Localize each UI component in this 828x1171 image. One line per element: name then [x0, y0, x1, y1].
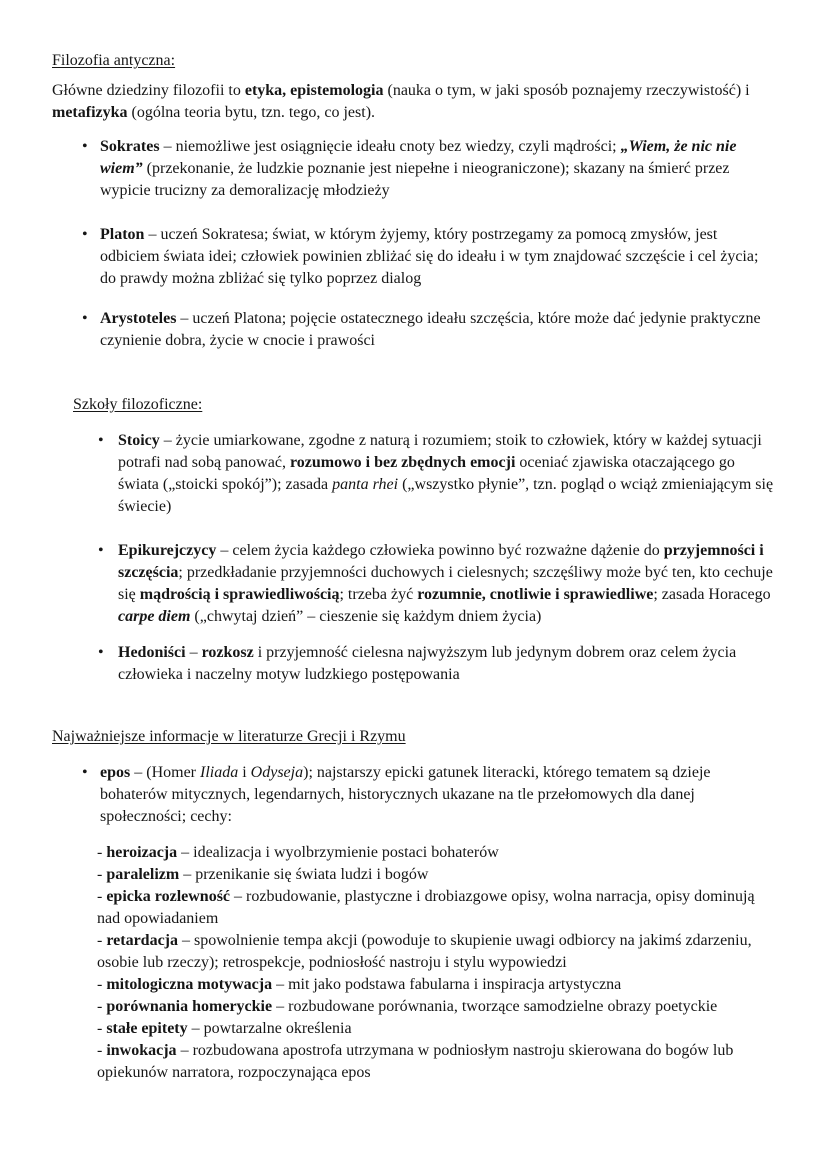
- text-run: epos: [100, 764, 131, 781]
- text-run: – niemożliwe jest osiągnięcie ideału cnoty bez wiedzy, czyli mądrości;: [159, 138, 621, 155]
- definition-line: [97, 930, 776, 974]
- text-run: Szkoły filozoficzne:: [73, 396, 203, 413]
- text-run: Hedoniści: [118, 644, 186, 661]
- section-heading: [73, 394, 776, 416]
- document-body: [52, 50, 776, 1084]
- bullet-marker: •: [98, 644, 104, 661]
- text-run: „Wiem, że nic nie wiem”: [100, 138, 737, 177]
- paragraph: [52, 80, 776, 124]
- text-run: stałe epitety: [106, 1020, 188, 1037]
- text-run: retardacja: [106, 932, 178, 949]
- bullet-marker: •: [98, 432, 104, 449]
- text-run: -: [97, 976, 107, 993]
- text-run: porównania homeryckie: [106, 998, 273, 1015]
- text-run: Iliada: [200, 764, 239, 781]
- definition-line: [97, 842, 776, 864]
- text-run: Epikurejczycy: [118, 542, 217, 559]
- text-run: – idealizacja i wyolbrzymienie postaci bohaterów: [177, 844, 499, 861]
- bullet-item: [82, 308, 776, 352]
- text-run: – rozbudowane porównania, tworzące samodzielne obrazy poetyckie: [272, 998, 718, 1015]
- text-run: -: [97, 844, 107, 861]
- text-run: (nauka o tym, w jaki sposób poznajemy rzeczywistość) i: [383, 82, 750, 99]
- bullet-item: [82, 762, 776, 828]
- definition-line: [97, 996, 776, 1018]
- definition-line: [97, 974, 776, 996]
- text-run: inwokacja: [106, 1042, 177, 1059]
- text-run: etyka, epistemologia: [244, 82, 384, 99]
- text-run: Platon: [100, 226, 145, 243]
- text-run: – rozbudowana apostrofa utrzymana w podniosłym nastroju skierowana do bogów lub opiekunów narratora, rozpoczynająca epos: [97, 1042, 734, 1081]
- text-run: ; przedkładanie przyjemności duchowych i cielesnych; szczęśliwy może być ten, kto cechuje się: [118, 564, 773, 603]
- text-run: rozumowo i bez zbędnych emocji: [289, 454, 516, 471]
- text-run: -: [97, 998, 107, 1015]
- text-run: – spowolnienie tempa akcji (powoduje to skupienie uwagi odbiorcy na jakimś zdarzeniu, osobie lub rzeczy); retrospekcje, podniosłość nastroju i stylu wypowiedzi: [97, 932, 752, 971]
- bullet-item: [98, 430, 776, 518]
- section-heading: [52, 50, 776, 72]
- text-run: i: [238, 764, 251, 781]
- bullet-marker: •: [82, 764, 88, 781]
- text-run: mitologiczna motywacja: [106, 976, 273, 993]
- definition-line: [97, 864, 776, 886]
- text-run: Stoicy: [118, 432, 160, 449]
- text-run: – celem życia każdego człowieka powinno być rozważne dążenie do: [216, 542, 664, 559]
- text-run: – (Homer: [130, 764, 200, 781]
- definition-line: [97, 1040, 776, 1084]
- text-run: paralelizm: [106, 866, 180, 883]
- text-run: – powtarzalne określenia: [187, 1020, 352, 1037]
- text-run: carpe diem: [118, 608, 191, 625]
- text-run: – życie umiarkowane, zgodne z naturą i rozumiem; stoik to człowiek, który w każdej sytuacji potrafi nad sobą panować,: [118, 432, 762, 471]
- text-run: ; zasada Horacego: [653, 586, 771, 603]
- text-run: -: [97, 1042, 107, 1059]
- text-run: – mit jako podstawa fabularna i inspiracja artystyczna: [272, 976, 622, 993]
- definition-line: [97, 886, 776, 930]
- text-run: oceniać zjawiska otaczającego go świata („stoicki spokój”); zasada: [118, 454, 735, 493]
- text-run: -: [97, 866, 107, 883]
- text-run: – uczeń Platona; pojęcie ostatecznego ideału szczęścia, które może dać jedynie praktyczne czynienie dobra, życie w cnocie i prawości: [100, 310, 761, 349]
- bullet-item: [98, 540, 776, 628]
- text-run: metafizyka: [52, 104, 128, 121]
- text-run: (ogólna teoria bytu, tzn. tego, co jest).: [127, 104, 376, 121]
- text-run: epicka rozlewność: [106, 888, 231, 905]
- definition-line: [97, 1018, 776, 1040]
- bullet-marker: •: [82, 138, 88, 155]
- text-run: – przenikanie się świata ludzi i bogów: [179, 866, 429, 883]
- text-run: -: [97, 932, 107, 949]
- text-run: („chwytaj dzień” – cieszenie się każdym dniem życia): [190, 608, 542, 625]
- text-run: („wszystko płynie”, tzn. pogląd o wciąż zmieniającym się świecie): [118, 476, 774, 515]
- text-run: heroizacja: [106, 844, 178, 861]
- text-run: Odyseja: [250, 764, 304, 781]
- bullet-marker: •: [98, 542, 104, 559]
- text-run: rozumnie, cnotliwie i sprawiedliwe: [417, 586, 654, 603]
- text-run: rozkosz: [201, 644, 254, 661]
- text-run: – uczeń Sokratesa; świat, w którym żyjemy, który postrzegamy za pomocą zmysłów, jest odbiciem świata idei; człowiek powinien zbliżać się do ideału i w tym znajdować szczęście i cel życia; do prawdy można zbliżać się tylko poprzez dialog: [100, 226, 759, 287]
- text-run: – rozbudowanie, plastyczne i drobiazgowe opisy, wolna narracja, opisy dominują nad opowiadaniem: [97, 888, 755, 927]
- text-run: i przyjemność cielesna najwyższym lub jedynym dobrem oraz celem życia człowieka i naczelny motyw ludzkiego postępowania: [118, 644, 737, 683]
- text-run: przyjemności i szczęścia: [118, 542, 764, 581]
- text-run: –: [185, 644, 202, 661]
- text-run: mądrością i sprawiedliwością: [139, 586, 340, 603]
- text-run: -: [97, 888, 107, 905]
- bullet-marker: •: [82, 226, 88, 243]
- text-run: -: [97, 1020, 107, 1037]
- bullet-item: [82, 136, 776, 202]
- text-run: Filozofia antyczna:: [52, 52, 176, 69]
- bullet-item: [82, 224, 776, 290]
- bullet-item: [98, 642, 776, 686]
- text-run: Najważniejsze informacje w literaturze Grecji i Rzymu: [52, 728, 406, 745]
- text-run: (przekonanie, że ludzkie poznanie jest niepełne i nieograniczone); skazany na śmierć przez wypicie trucizny za demoralizację młodzieży: [100, 160, 730, 199]
- text-run: ; trzeba żyć: [339, 586, 418, 603]
- text-run: Sokrates: [100, 138, 160, 155]
- bullet-marker: •: [82, 310, 88, 327]
- text-run: Arystoteles: [100, 310, 177, 327]
- section-heading: [52, 726, 776, 748]
- text-run: panta rhei: [332, 476, 399, 493]
- text-run: Główne dziedziny filozofii to: [52, 82, 245, 99]
- text-run: ); najstarszy epicki gatunek literacki, którego tematem są dzieje bohaterów mitycznych, legendarnych, historycznych ukazane na tle przełomowych dla danej społeczności; cechy:: [100, 764, 711, 825]
